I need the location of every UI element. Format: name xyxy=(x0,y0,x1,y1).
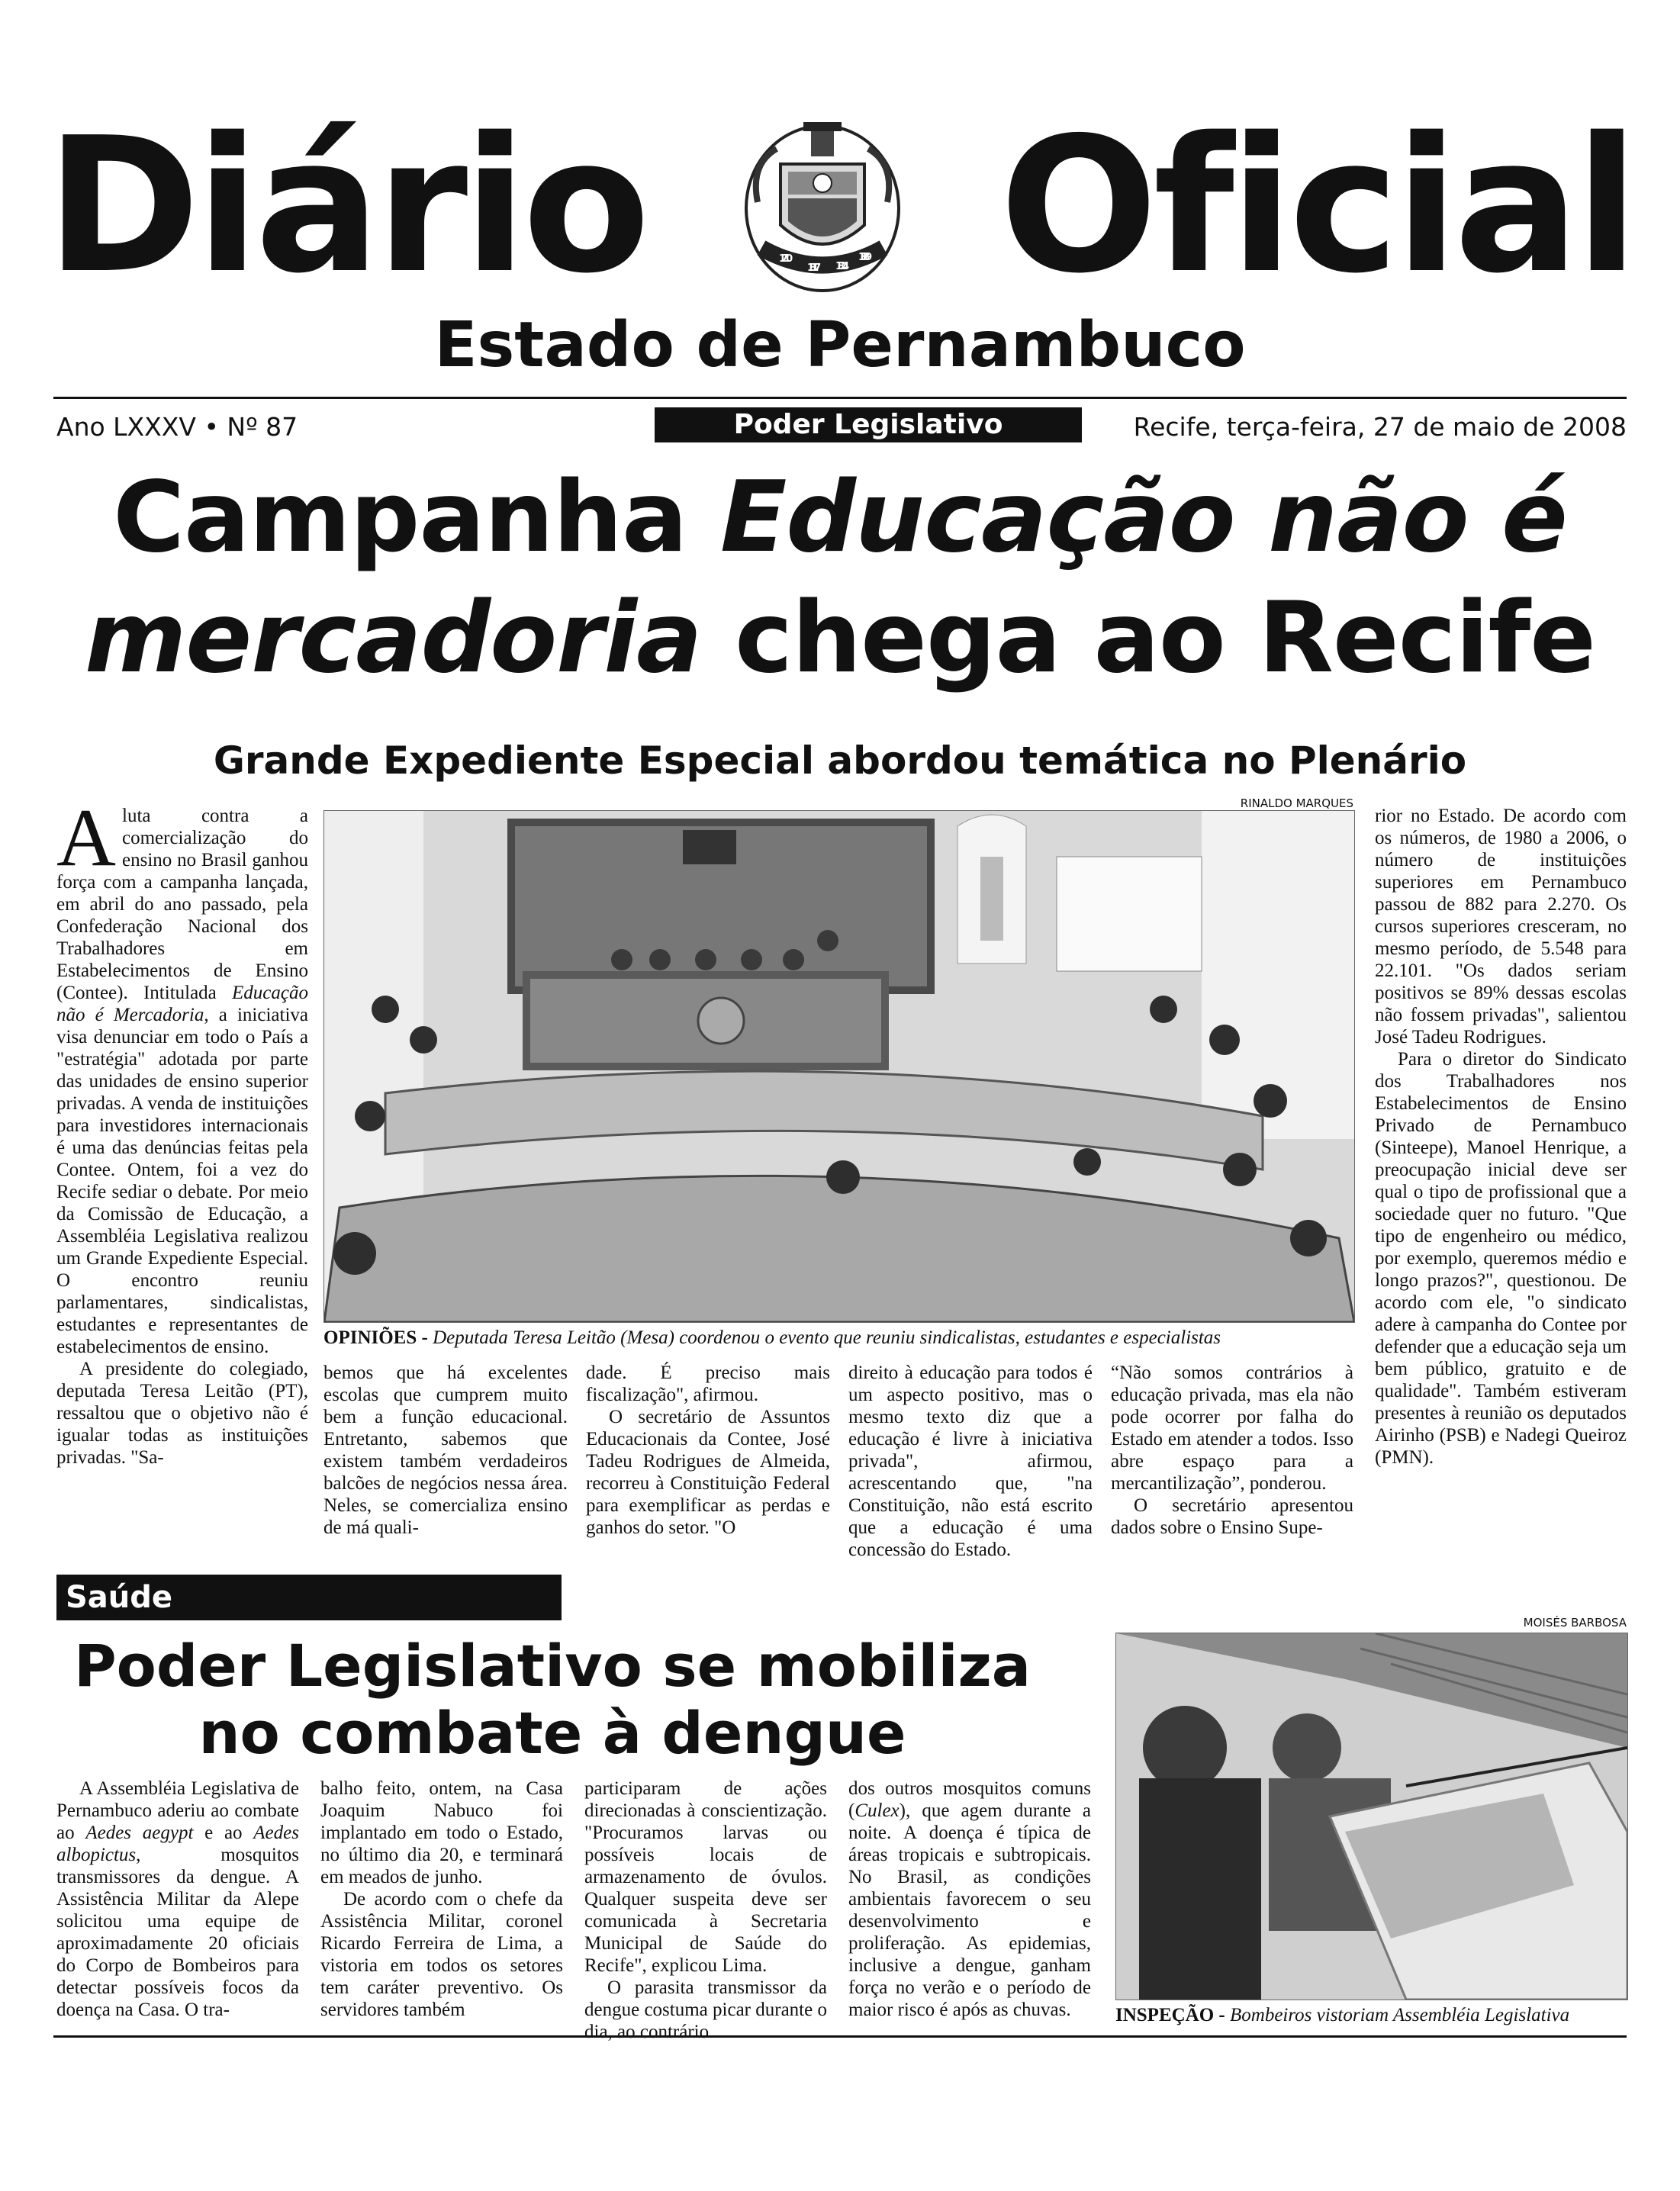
lead-deck: Grande Expediente Especial abordou temática no Plenário xyxy=(213,738,1467,783)
lead-column-1: Aluta contra a comercialização do ensino no Brasil ganhou força com a campanha lançada, em abril do ano passado, pela Confederação Nacional dos Trabalhadores em Estabelecimentos de Ensino (Contee). Intitulada Educação não é Mercadoria, a iniciativa visa denunciar em todo o País a "estratégia" adotada por parte das unidades de ensino superior privadas. A venda de instituições para investidores internacionais é uma das denúncias feitas pela Contee. Ontem, foi a vez do Recife sediar o debate. Por meio da Comissão de Educação, a Assembléia Legislativa realizou um Grande Expediente Especial. O encontro reuniu parlamentares, sindicalistas, estudantes e representantes de estabelecimentos de ensino. A presidente do colegiado, deputada Teresa Leitão (PT), ressaltou que o objetivo não é igualar todas as instituições privadas. "Sa- xyxy=(56,793,308,1468)
info-bar xyxy=(56,407,1627,446)
second-photo xyxy=(1115,1633,1628,2000)
coat-of-arms-icon xyxy=(742,118,903,294)
lead-photo-caption: OPINIÕES - Deputada Teresa Leitão (Mesa) coordenou o evento que reuniu sindicalistas, estudantes e especialistas xyxy=(323,1327,1221,1348)
masthead-title-left: Diário xyxy=(46,98,646,314)
dateline: Recife, terça-feira, 27 de maio de 2008 xyxy=(1133,412,1627,442)
masthead-title-right: Oficial xyxy=(999,98,1634,314)
seal-year-4: 1889 xyxy=(858,252,868,263)
lead-column-3: dade. É preciso mais fiscalização", afirmou. O secretário de Assuntos Educacionais da Contee, José Tadeu Rodrigues de Almeida, recorreu à Constituição Federal para exemplificar as perdas e ganhos do setor. "O xyxy=(586,1363,830,1538)
masthead-subtitle: Estado de Pernambuco xyxy=(434,309,1246,381)
bottom-rule xyxy=(53,2035,1627,2038)
seal-year-2: 1817 xyxy=(807,262,817,274)
section-banner: Poder Legislativo xyxy=(655,407,1082,442)
drop-cap: A xyxy=(56,793,116,883)
masthead xyxy=(46,98,1634,314)
section-tag-saude: Saúde xyxy=(56,1575,562,1620)
seal-year-3: 1824 xyxy=(835,261,845,272)
lead-column-2: bemos que há excelentes escolas que cumprem muito bem a função educacional. Entretanto, sabemos que existem também verdadeiros balcões de negócios nessa área. Neles, se comercializa ensino de má quali- xyxy=(323,1363,568,1538)
second-headline: Poder Legislativo se mobiliza no combate à dengue xyxy=(73,1632,1031,1767)
top-rule xyxy=(53,397,1627,399)
second-column-2: balho feito, ontem, na Casa Joaquim Nabuco foi implantado em todo o Estado, no último dia 20, e terminará em meados de junho. De acordo com o chefe da Assistência Militar, coronel Ricardo Ferreira de Lima, a vistoria em todos os setores tem caráter preventivo. Os servidores também xyxy=(320,1778,563,2020)
seal-year-1: 1710 xyxy=(779,253,789,265)
second-column-3: participaram de ações direcionadas à conscientização. "Procuramos larvas ou possíveis locais de armazenamento de óvulos. Qualquer suspeita deve ser comunicada à Secretaria Municipal de Saúde do Recife", explicou Lima. O parasita transmissor da dengue costuma picar durante o dia, ao contrário xyxy=(584,1778,827,2042)
plenary-photo-illustration xyxy=(324,811,1354,1322)
second-column-1: A Assembléia Legislativa de Pernambuco aderiu ao combate ao Aedes aegypt e ao Aedes albopictus, mosquitos transmissores da dengue. A Assistência Militar da Alepe solicitou uma equipe de aproximadamente 20 oficiais do Corpo de Bombeiros para detectar possíveis focos da doença na Casa. O tra- xyxy=(56,1778,299,2020)
lead-column-4: direito à educação para todos é um aspecto positivo, mas o mesmo texto diz que a educação é livre à iniciativa privada", afirmou, acrescentando que, "na Constituição, não está escrito que a educação é uma concessão do Estado. xyxy=(848,1363,1093,1560)
lead-column-5: “Não somos contrários à educação privada, mas ela não pode ocorrer por falha do Estado em atender a todos. Isso abre espaço para a mercantilização”, ponderou. O secretário apresentou dados sobre o Ensino Supe- xyxy=(1111,1363,1353,1538)
lead-photo-credit: RINALDO MARQUES xyxy=(1240,796,1353,810)
second-photo-credit: MOISÉS BARBOSA xyxy=(1523,1616,1627,1630)
firefighters-photo-illustration xyxy=(1116,1633,1627,2000)
second-column-4: dos outros mosquitos comuns (Culex), que agem durante a noite. A doença é típica de áreas tropicais e subtropicais. No Brasil, as condições ambientais favorecem o seu desenvolvimento e proliferação. As epidemias, inclusive a dengue, ganham força no verão e o período de maior risco é após as chuvas. xyxy=(848,1778,1091,2020)
lead-headline: Campanha Educação não é mercadoria chega ao Recife xyxy=(85,461,1595,695)
lead-column-6: rior no Estado. De acordo com os números, de 1980 a 2006, o número de instituições superiores em Pernambuco passou de 882 para 2.270. Os cursos superiores cresceram, no mesmo período, de 5.548 para 22.101. "Os dados seriam positivos se 89% dessas escolas não fossem privadas", salientou José Tadeu Rodrigues. Para o diretor do Sindicato dos Trabalhadores nos Estabelecimentos de Ensino Privado de Pernambuco (Sinteepe), Manoel Henrique, a preocupação inicial deve ser qual o tipo de profissional que a sociedade quer no futuro. "Que tipo de engenheiro ou médico, por exemplo, queremos médio e longo prazos?", questionou. De acordo com ele, "o sindicato adere à campanha do Contee por defender que a educação seja um bem público, gratuito e de qualidade". Também estiveram presentes à reunião os deputados Airinho (PSB) e Nadegi Queiroz (PMN). xyxy=(1375,806,1627,1468)
edition-number: Ano LXXXV • Nº 87 xyxy=(56,412,298,442)
lead-photo xyxy=(323,810,1355,1323)
second-photo-caption: INSPEÇÃO - Bombeiros vistoriam Assembléia Legislativa xyxy=(1115,2005,1570,2025)
